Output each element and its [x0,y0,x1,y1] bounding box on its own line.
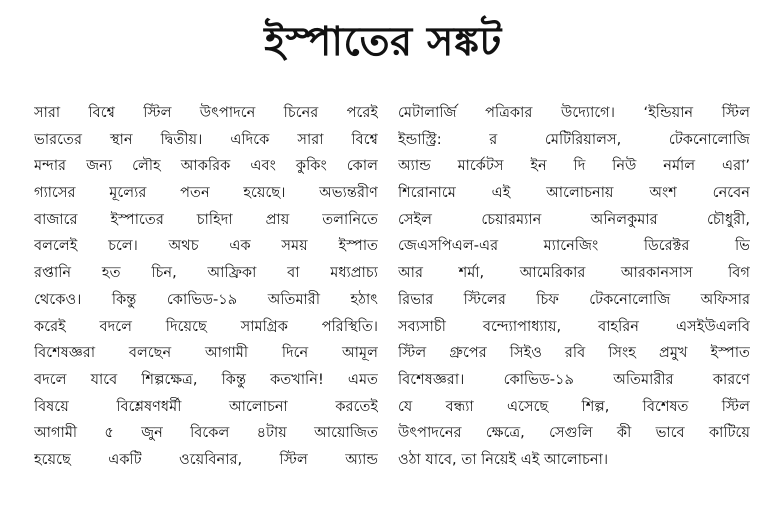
text-line: গ্যাসের মূল্যের পতন হয়েছে। অভ্যন্তরীণ [34,184,378,202]
text-line: মেটালার্জি পত্রিকার উদ্যোগে। ‘ইন্ডিয়ান স্টিল [398,104,750,121]
text-line: বাজারে ইস্পাতের চাহিদা প্রায় তলানিতে [34,210,378,228]
text-line: করেই বদলে দিয়েছে সামগ্রিক পরিস্থিতি। [34,317,378,335]
text-line: স্টিল গ্রুপের সিইও রবি সিংহ প্রমুখ ইস্পাত [398,344,750,362]
text-line: আর শর্মা, আমেরিকার আরকানসাস বিগ [398,264,750,282]
text-line: থেকেও। কিন্তু কোভিড-১৯ অতিমারী হঠাৎ [34,290,378,308]
text-line: রপ্তানি হত চিন, আফ্রিকা বা মধ্যপ্রাচ্য [34,264,378,282]
text-line: জেএসপিএল-এর ম্যানেজিং ডিরেক্টর ভি [398,237,750,255]
text-line: সব্যসাচী বন্দ্যোপাধ্যায়, বাহরিন এসইউএলবি [398,317,750,335]
text-line: উৎপাদনের ক্ষেত্রে, সেগুলি কী ভাবে কাটিয়ে [398,424,750,442]
text-line: শিরোনামে এই আলোচনায় অংশ নেবেন [398,184,750,202]
text-line: অ্যান্ড মার্কেটস ইন দি নিউ নর্মাল এরা’ [398,157,750,175]
text-line: মন্দার জন্য লৌহ আকরিক এবং কুকিং কোল [34,157,378,175]
article-column-left [34,100,378,474]
article-column-right [398,100,750,474]
article-headline: ইস্পাতের সঙ্কট [264,19,502,65]
text-line: সেইল চেয়ারম্যান অনিলকুমার চৌধুরী, [398,210,750,228]
text-line: বদলে যাবে শিল্পক্ষেত্র, কিন্তু কতখানি! এমত [34,370,378,388]
text-line: বিষয়ে বিশ্লেষণধর্মী আলোচনা করতেই [34,397,378,415]
text-line: ইন্ডাস্ট্রি: র মেটিরিয়ালস, টেকনোলোজি [398,130,750,148]
text-line: বিশেষজ্ঞরা। কোভিড-১৯ অতিমারীর কারণে [398,370,750,388]
text-line: হয়েছে একটি ওয়েবিনার, স্টিল অ্যান্ড [34,450,378,468]
text-line: বললেই চলে। অথচ এক সময় ইস্পাত [34,237,378,255]
text-line: রিভার স্টিলের চিফ টেকনোলোজি অফিসার [398,290,750,308]
text-line: ভারতের স্থান দ্বিতীয়। এদিকে সারা বিশ্বে [34,130,378,148]
text-line: ওঠা যাবে, তা নিয়েই এই আলোচনা। [398,450,609,468]
text-line: যে বন্ধ্যা এসেছে শিল্প, বিশেষত স্টিল [398,397,750,415]
text-line: আগামী ৫ জুন বিকেল ৪টায় আয়োজিত [34,424,378,442]
text-line: সারা বিশ্বে স্টিল উৎপাদনে চিনের পরেই [34,104,378,121]
text-line: বিশেষজ্ঞরা বলছেন আগামী দিনে আমূল [34,344,378,362]
